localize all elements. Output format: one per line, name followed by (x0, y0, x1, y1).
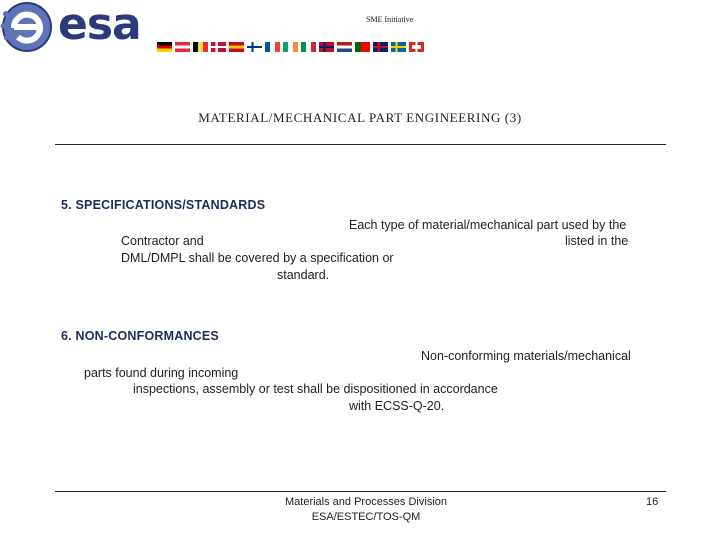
section-6-line-2: parts found during incoming (84, 366, 239, 380)
footer-division: Materials and Processes Division (284, 496, 447, 508)
portugal-flag (355, 42, 370, 52)
section-6-heading: 6. NON-CONFORMANCES (61, 329, 219, 343)
section-5-line-5: standard. (277, 268, 330, 282)
initiative-label: SME Initiative (366, 15, 414, 24)
page-title: MATERIAL/MECHANICAL PART ENGINEERING (3) (198, 110, 522, 125)
netherlands-flag (337, 42, 352, 52)
section-5-line-3: listed in the (565, 234, 629, 248)
uk-flag (373, 42, 388, 52)
austria-flag (175, 42, 190, 52)
norway-flag (319, 42, 334, 52)
ireland-flag (283, 42, 298, 52)
sweden-flag (391, 42, 406, 52)
spain-flag (229, 42, 244, 52)
france-flag (265, 42, 280, 52)
title-divider (55, 144, 666, 145)
logo-wordmark: esa (58, 0, 141, 50)
section-6-line-1: Non-conforming materials/mechanical (421, 349, 631, 363)
denmark-flag (211, 42, 226, 52)
page-number: 16 (646, 496, 659, 508)
italy-flag (301, 42, 316, 52)
section-5-heading: 5. SPECIFICATIONS/STANDARDS (61, 198, 266, 212)
footer-divider (55, 491, 666, 492)
footer-org: ESA/ESTEC/TOS-QM (311, 511, 421, 523)
section-6-line-4: with ECSS-Q-20. (349, 399, 445, 413)
section-5-line-1: Each type of material/mechanical part used by the (349, 218, 627, 232)
section-5-line-2: Contractor and (121, 234, 204, 248)
finland-flag (247, 42, 262, 52)
germany-flag (157, 42, 172, 52)
section-6-line-3: inspections, assembly or test shall be dispositioned in accordance (133, 382, 498, 396)
section-5-line-4: DML/DMPL shall be covered by a specification or (121, 251, 394, 265)
switzerland-flag (409, 42, 424, 52)
belgium-flag (193, 42, 208, 52)
member-flags (157, 42, 424, 52)
